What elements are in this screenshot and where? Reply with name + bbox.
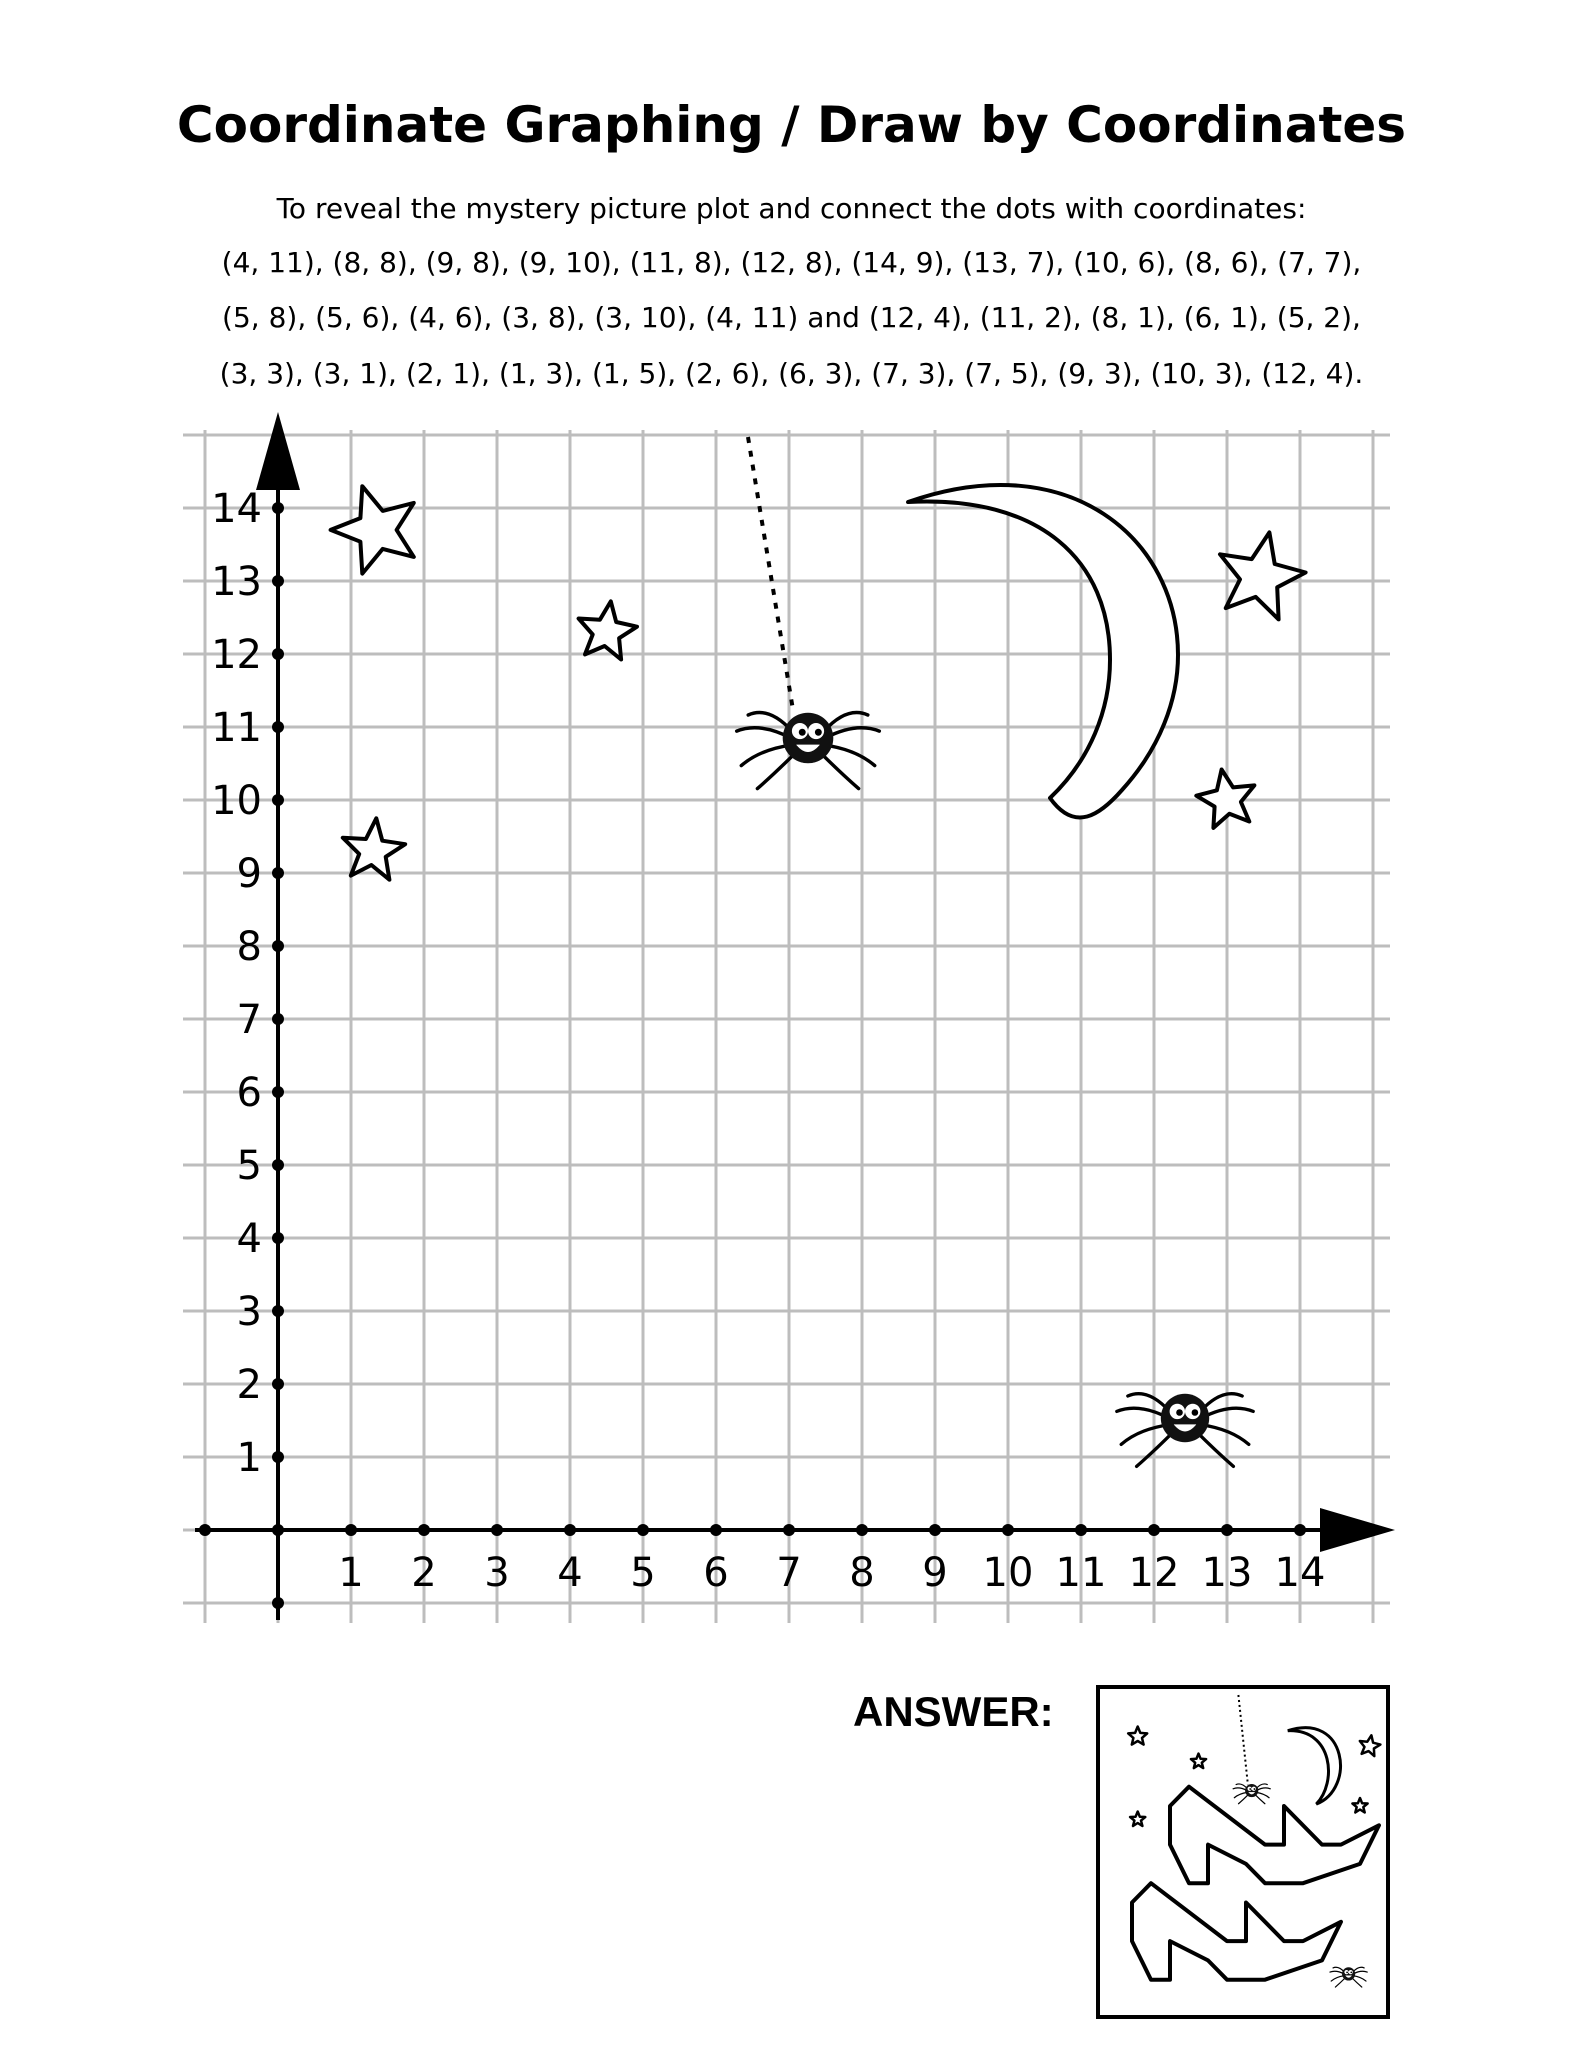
x-tick-label: 2 xyxy=(411,1550,437,1596)
y-tick-label: 5 xyxy=(236,1143,262,1189)
y-tick-label: 1 xyxy=(236,1435,262,1481)
x-tick-label: 6 xyxy=(703,1550,729,1596)
coordinates-line-2: (5, 8), (5, 6), (4, 6), (3, 8), (3, 10), (4, 11) and (12, 4), (11, 2), (8, 1), (6, 1), (5, 2), xyxy=(222,301,1361,334)
answer-label: ANSWER: xyxy=(853,1688,1054,1735)
y-tick-label: 4 xyxy=(236,1216,262,1262)
x-tick-label: 11 xyxy=(1055,1550,1107,1596)
y-tick-label: 11 xyxy=(211,705,262,751)
x-tick-label: 3 xyxy=(484,1550,510,1596)
coordinates-line-3: (3, 3), (3, 1), (2, 1), (1, 3), (1, 5), (2, 6), (6, 3), (7, 3), (7, 5), (9, 3), (10, 3), (12, 4). xyxy=(219,357,1364,390)
x-tick-label: 14 xyxy=(1274,1550,1326,1596)
x-tick-label: 4 xyxy=(557,1550,583,1596)
instructions-intro: To reveal the mystery picture plot and connect the dots with coordinates: xyxy=(276,192,1307,225)
x-tick-label: 5 xyxy=(630,1550,656,1596)
y-tick-label: 9 xyxy=(236,851,262,897)
y-tick-label: 8 xyxy=(236,924,262,970)
x-tick-label: 1 xyxy=(338,1550,364,1596)
x-tick-label: 9 xyxy=(922,1550,948,1596)
x-tick-label: 12 xyxy=(1128,1550,1180,1596)
y-tick-label: 7 xyxy=(236,997,262,1043)
y-tick-label: 12 xyxy=(211,632,262,678)
y-tick-label: 14 xyxy=(211,486,262,532)
x-tick-label: 7 xyxy=(776,1550,802,1596)
coordinates-line-1: (4, 11), (8, 8), (9, 8), (9, 10), (11, 8), (12, 8), (14, 9), (13, 7), (10, 6), (8, 6), (7, 7), xyxy=(221,246,1362,279)
y-tick-label: 10 xyxy=(211,778,262,824)
x-tick-label: 13 xyxy=(1201,1550,1253,1596)
y-tick-label: 3 xyxy=(236,1289,262,1335)
page-title: Coordinate Graphing / Draw by Coordinates xyxy=(176,96,1407,154)
y-tick-label: 2 xyxy=(236,1362,262,1408)
y-tick-label: 13 xyxy=(211,559,262,605)
x-tick-label: 10 xyxy=(982,1550,1034,1596)
y-tick-label: 6 xyxy=(236,1070,262,1116)
x-tick-label: 8 xyxy=(849,1550,875,1596)
